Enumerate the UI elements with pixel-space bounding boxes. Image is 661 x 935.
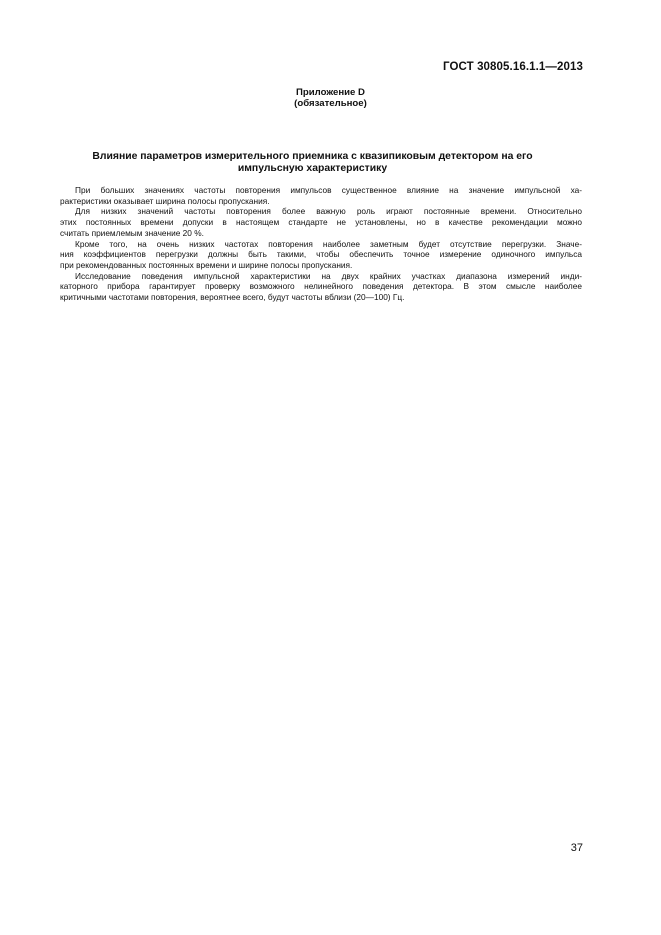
paragraph-line: этих постоянных времени допуски в настоящем стандарте не установлены, но в качестве рекомендации можно <box>60 217 582 228</box>
paragraph-2 <box>60 206 582 238</box>
paragraph-line: при рекомендованных постоянных времени и ширине полосы пропускания. <box>60 259 353 270</box>
paragraph-line: ния коэффициентов перегрузки должны быть такими, чтобы обеспечить точное измерение одиночного импульса <box>60 249 582 260</box>
appendix-title: Приложение D <box>296 87 365 98</box>
standard-code: ГОСТ 30805.16.1.1—2013 <box>443 61 583 73</box>
section-title <box>60 151 565 175</box>
paragraph-line: Кроме того, на очень низких частотах повторения наиболее заметным будет отсутствие перегрузки. Значе- <box>75 238 582 249</box>
page-number: 37 <box>570 842 583 854</box>
body-text <box>60 185 582 303</box>
paragraph-line: Исследование поведения импульсной характеристики на двух крайних участках диапазона измерений инди- <box>75 270 582 281</box>
paragraph-line: каторного прибора гарантирует проверку возможного нелинейного поведения детектора. В этом смысле наиболее <box>60 281 582 292</box>
paragraph-line: При больших значениях частоты повторения импульсов существенное влияние на значение импульсной ха- <box>75 185 582 195</box>
paragraph-line: критичными частотами повторения, вероятнее всего, будут частоты вблизи (20—100) Гц. <box>60 292 405 303</box>
paragraph-1 <box>60 185 582 206</box>
section-title-line-2: импульсную характеристику <box>237 163 388 174</box>
paragraph-line: считать приемлемым значение 20 %. <box>60 227 204 238</box>
appendix-status: (обязательное) <box>294 98 367 109</box>
section-title-line-1: Влияние параметров измерительного приемника с квазипиковым детектором на его <box>92 151 533 162</box>
paragraph-4 <box>60 271 582 303</box>
paragraph-line: рактеристики оказывает ширина полосы пропускания. <box>60 195 270 206</box>
appendix-heading <box>0 87 661 109</box>
paragraph-line: Для низких значений частоты повторения более важную роль играют постоянные времени. Относительно <box>75 206 582 217</box>
paragraph-3 <box>60 239 582 271</box>
